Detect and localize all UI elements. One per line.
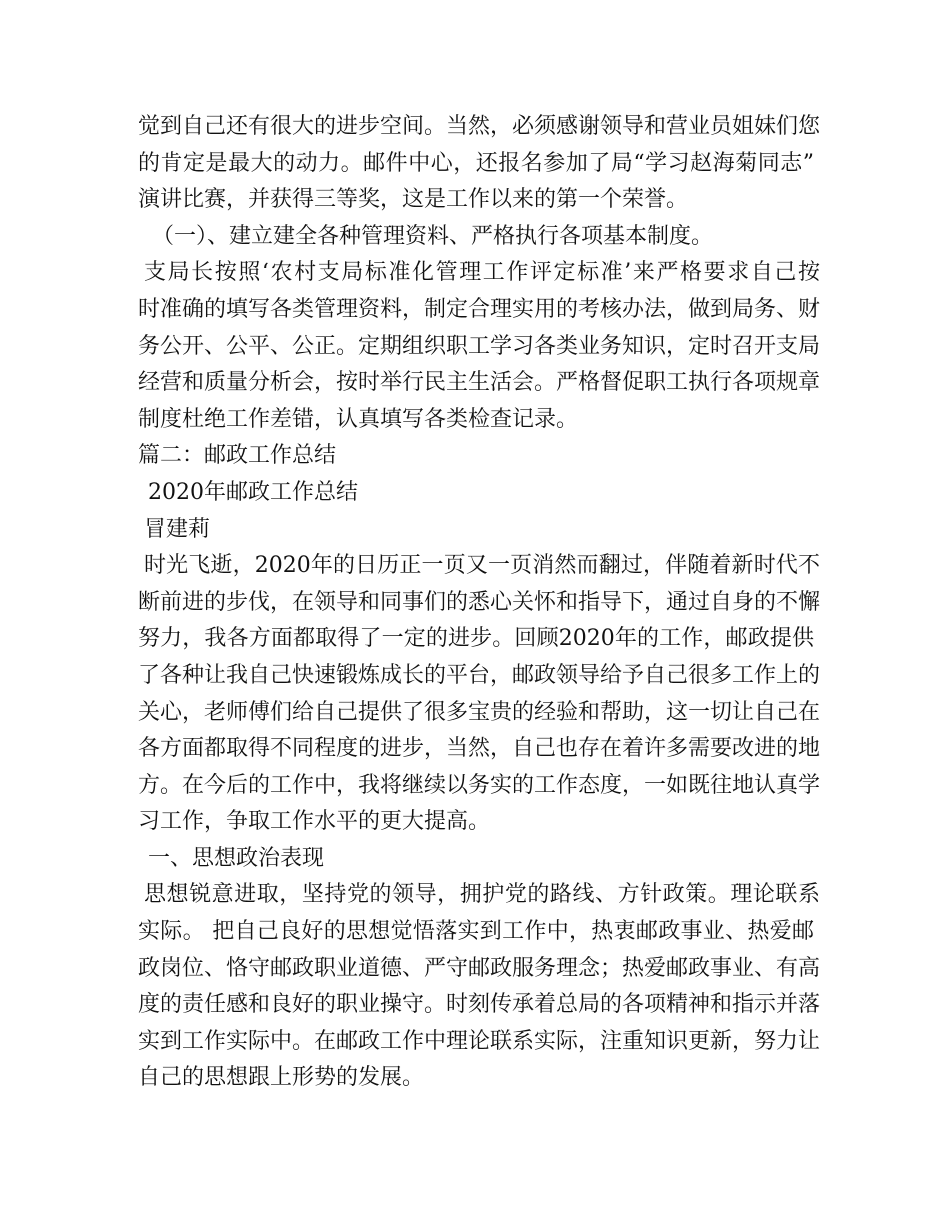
- text-line: 了各种让我自己快速锻炼成长的平台，邮政领导给予自己很多工作上的: [138, 662, 821, 688]
- text-line: 方。在今后的工作中，我将继续以务实的工作态度，一如既往地认真学: [138, 772, 821, 798]
- text-line: 各方面都取得不同程度的进步，当然，自己也存在着许多需要改进的地: [138, 736, 821, 762]
- text-line: 习工作，争取工作水平的更大提高。: [138, 809, 491, 835]
- text-line: 时光飞逝，2020年的日历正一页又一页消然而翻过，伴随着新时代不: [144, 553, 820, 579]
- text-line: 务公开、公平、公正。定期组织职工学习各类业务知识，定时召开支局: [138, 333, 821, 359]
- text-line: 度的责任感和良好的职业操守。时刻传承着总局的各项精神和指示并落: [138, 992, 821, 1018]
- text-line: 时准确的填写各类管理资料，制定合理实用的考核办法，做到局务、财: [138, 296, 821, 322]
- document-body: [138, 109, 821, 1097]
- text-line: 冒建莉: [144, 516, 211, 542]
- text-line: （一）、建立建全各种管理资料、严格执行各项基本制度。: [152, 223, 714, 249]
- text-line: 实到工作实际中。在邮政工作中理论联系实际，注重知识更新，努力让: [138, 1028, 821, 1054]
- text-line: 篇二：邮政工作总结: [138, 443, 337, 469]
- text-line: 2020年邮政工作总结: [148, 479, 358, 505]
- text-line: 制度杜绝工作差错，认真填写各类检查记录。: [138, 406, 579, 432]
- text-line: 经营和质量分析会，按时举行民主生活会。严格督促职工执行各项规章: [138, 370, 821, 396]
- text-line: 思想锐意进取，坚持党的领导，拥护党的路线、方针政策。理论联系: [144, 882, 820, 908]
- text-line: 实际。 把自己良好的思想觉悟落实到工作中，热衷邮政事业、热爱邮: [138, 919, 814, 945]
- text-line: 的肯定是最大的动力。邮件中心，还报名参加了局“学习赵海菊同志”: [138, 150, 814, 176]
- text-line: 一、思想政治表现: [148, 845, 325, 871]
- text-line: 觉到自己还有很大的进步空间。当然，必须感谢领导和营业员姐妹们您: [138, 114, 821, 139]
- text-line: 努力，我各方面都取得了一定的进步。回顾2020年的工作，邮政提供: [138, 626, 814, 652]
- text-line: 关心，老师傅们给自己提供了很多宝贵的经验和帮助，这一切让自己在: [138, 699, 821, 725]
- text-line: 自己的思想跟上形势的发展。: [138, 1065, 425, 1091]
- text-line: 政岗位、恪守邮政职业道德、严守邮政服务理念；热爱邮政事业、有高: [138, 955, 821, 981]
- text-line: 断前进的步伐，在领导和同事们的悉心关怀和指导下，通过自身的不懈: [138, 589, 821, 615]
- text-line: 支局长按照‘农村支局标准化管理工作评定标准’来严格要求自己按: [144, 260, 820, 286]
- text-line: 演讲比赛，并获得三等奖，这是工作以来的第一个荣誉。: [138, 187, 689, 213]
